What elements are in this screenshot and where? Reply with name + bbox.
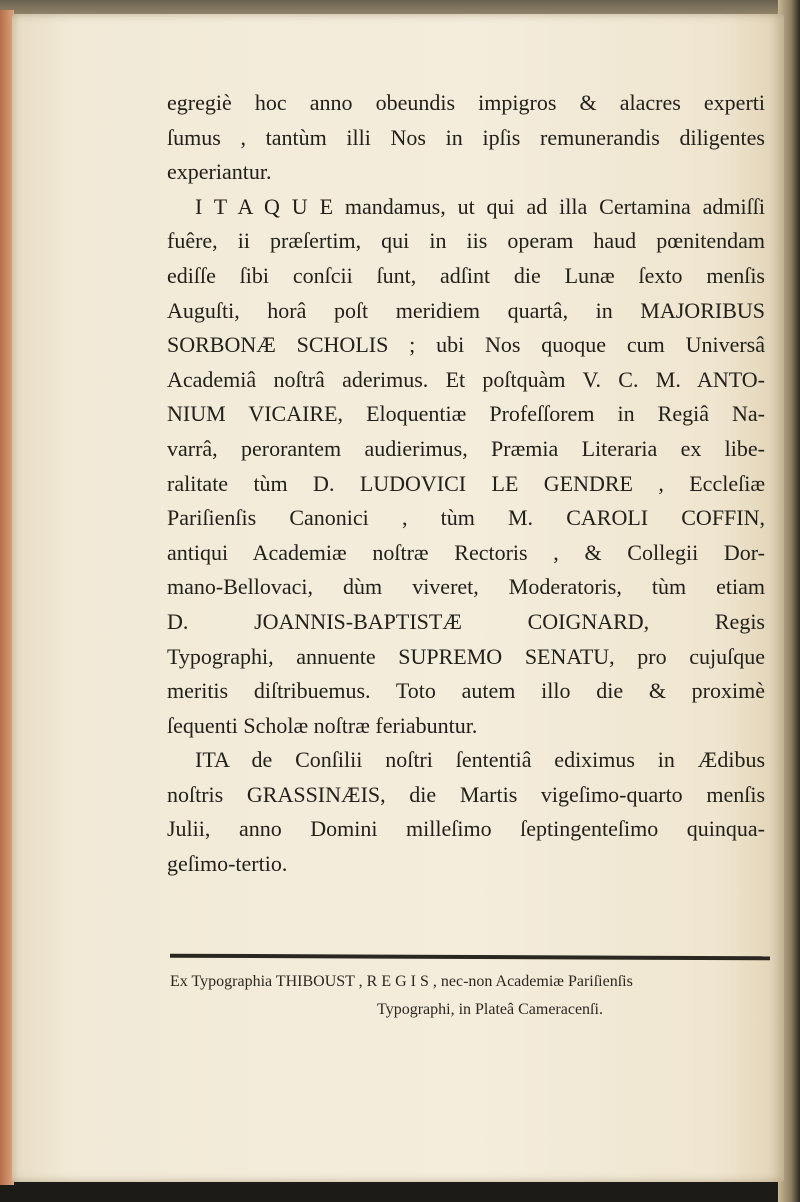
text-line: noſtris GRASSINÆIS, die Martis vigeſimo-quarto menſis	[167, 781, 765, 807]
text-line: ITA de Conſilii noſtri ſententiâ ediximus in Ædibus	[195, 747, 765, 773]
imprint-line-1: Ex Typographia THIBOUST , R E G I S , nec-non Academiæ Pariſienſis	[170, 973, 633, 990]
text-line: geſimo-tertio.	[167, 851, 288, 877]
text-line: antiqui Academiæ noſtræ Rectoris , & Collegii Dor-	[167, 539, 765, 565]
text-line: egregiè hoc anno obeundis impigros & alacres experti	[167, 90, 765, 115]
text-line: Typographi, annuente SUPREMO SENATU, pro cujuſque	[167, 643, 765, 669]
text-line: I T A Q U E mandamus, ut qui ad illa Certamina admiſſi	[195, 193, 765, 219]
text-line: NIUM VICAIRE, Eloquentiæ Profeſſorem in Regiâ Na-	[167, 401, 765, 427]
page-body-text	[167, 86, 767, 882]
paragraph-3	[167, 743, 767, 881]
text-line: varrâ, perorantem audierimus, Præmia Literaria ex libe-	[167, 435, 765, 461]
text-line: D. JOANNIS-BAPTISTÆ COIGNARD, Regis	[167, 608, 765, 634]
paragraph-1	[167, 86, 767, 190]
printer-imprint	[170, 968, 770, 1024]
text-line: SORBONÆ SCHOLIS ; ubi Nos quoque cum Universâ	[167, 332, 765, 358]
text-line: fuêre, ii præſertim, qui in iis operam haud pœnitendam	[167, 228, 765, 254]
text-line: meritis diſtribuemus. Toto autem illo die & proximè	[167, 678, 765, 704]
text-line: Auguſti, horâ poſt meridiem quartâ, in MAJORIBUS	[167, 297, 765, 323]
text-line: ralitate tùm D. LUDOVICI LE GENDRE , Eccleſiæ	[167, 470, 765, 496]
text-line: ediſſe ſibi conſcii ſunt, adſint die Lunæ ſexto menſis	[167, 262, 765, 288]
text-line: Pariſienſis Canonici , tùm M. CAROLI COFFIN,	[167, 505, 765, 531]
text-line: experiantur.	[167, 159, 272, 185]
text-line: Julii, anno Domini milleſimo ſeptingenteſimo quinqua-	[167, 816, 765, 842]
imprint-line-2: Typographi, in Plateâ Cameracenſi.	[377, 1001, 603, 1018]
text-line: mano-Bellovaci, dùm viveret, Moderatoris, tùm etiam	[167, 574, 765, 600]
paragraph-2	[167, 190, 767, 744]
text-line: ſumus , tantùm illi Nos in ipſis remunerandis diligentes	[167, 124, 765, 150]
text-line: Academiâ noſtrâ aderimus. Et poſtquàm V. C. M. ANTO-	[167, 366, 765, 392]
text-line: ſequenti Scholæ noſtræ feriabuntur.	[167, 712, 478, 738]
